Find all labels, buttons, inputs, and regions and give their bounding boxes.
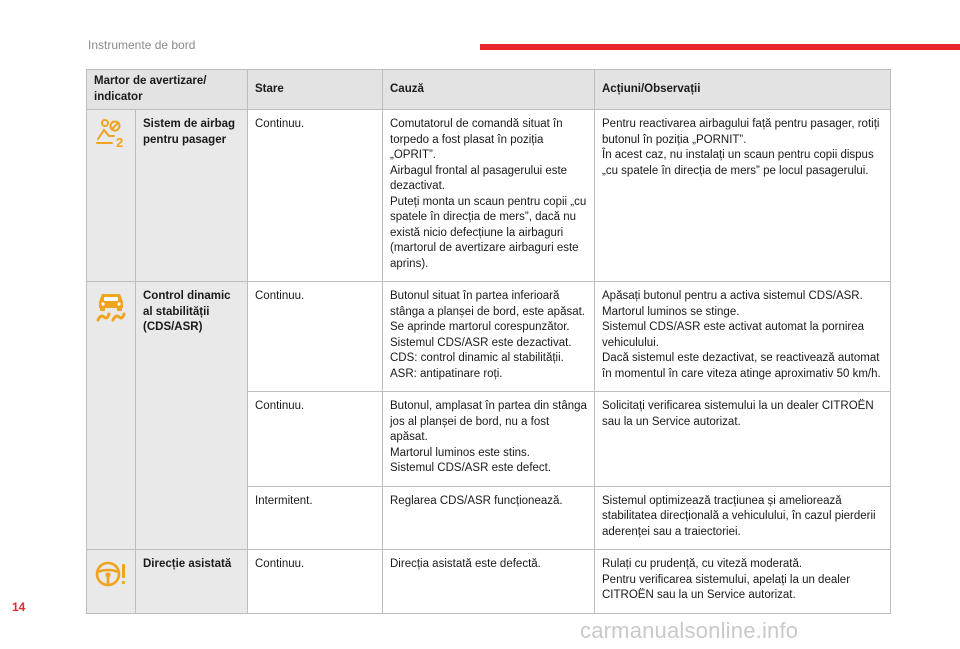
header-accent-bar — [480, 44, 960, 50]
action-cell — [595, 550, 891, 614]
table-row — [87, 550, 891, 614]
cause-line: Martorul luminos este stins. — [390, 446, 530, 459]
cause-line: Reglarea CDS/ASR funcționează. — [390, 494, 563, 507]
passenger-airbag-off-icon — [94, 117, 128, 151]
table-row — [87, 110, 891, 282]
cause-cell — [383, 282, 595, 392]
svg-text:2: 2 — [116, 135, 124, 150]
action-cell — [595, 282, 891, 392]
action-line: Pentru reactivarea airbagului față pentru pasager, rotiți butonul în poziția „PORNIT”. — [602, 118, 880, 146]
action-line: Martorul luminos se stinge. — [602, 305, 740, 318]
page-number: 14 — [12, 600, 26, 614]
indicator-name: Direcție asistată — [136, 550, 248, 614]
indicator-name: Control dinamic al stabilității (CDS/ASR) — [136, 282, 248, 550]
column-header-indicator: Martor de avertizare/ indicator — [87, 70, 248, 110]
state-cell: Intermitent. — [248, 486, 383, 550]
column-header-action: Acțiuni/Observații — [595, 70, 891, 110]
cause-line: Sistemul CDS/ASR este dezactivat. — [390, 336, 572, 349]
cause-line: Butonul situat în partea inferioară stânga a planșei de bord, este apăsat. Se aprinde martorul corespunzător. — [390, 290, 586, 333]
cause-line: CDS: control dinamic al stabilității. — [390, 352, 564, 364]
action-line: Dacă sistemul este dezactivat, se reactivează automat în momentul în care viteza atinge aproximativ 50 km/h. — [602, 352, 881, 380]
cause-cell — [383, 110, 595, 282]
action-line: În acest caz, nu instalați un scaun pentru copii dispus „cu spatele în direcția de mers” pe locul pasagerului. — [602, 149, 874, 177]
state-cell: Continuu. — [248, 282, 383, 392]
action-line: Sistemul CDS/ASR este activat automat la pornirea vehiculului. — [602, 321, 865, 349]
action-line: Sistemul optimizează tracțiunea și ameliorează stabilitatea direcțională a vehiculului, în cazul pierderii aderenței sau a traiectoriei. — [602, 494, 876, 538]
indicator-name: Sistem de airbag pentru pasager — [136, 110, 248, 282]
action-line: Apăsați butonul pentru a activa sistemul CDS/ASR. — [602, 290, 863, 302]
action-cell — [595, 392, 891, 487]
cause-line: Airbagul frontal al pasagerului este dezactivat. — [390, 164, 568, 192]
section-title: Instrumente de bord — [88, 38, 196, 52]
indicator-icon-cell — [87, 550, 136, 614]
column-header-cause: Cauză — [383, 70, 595, 110]
power-steering-fault-icon — [94, 557, 128, 591]
cause-line: Puteți monta un scaun pentru copii „cu spatele în direcția de mers”, dacă nu există nicio defecțiune la airbaguri (martorul de avertizare airbaguri este aprins). — [390, 195, 587, 270]
cause-line: Direcția asistată este defectă. — [390, 558, 541, 570]
cause-line: Comutatorul de comandă situat în torpedo a fost plasat în poziția „OPRIT”. — [390, 118, 563, 161]
state-cell: Continuu. — [248, 110, 383, 282]
action-line: Pentru verificarea sistemului, apelați la un dealer CITROËN sau la un Service autorizat. — [602, 573, 851, 601]
state-cell: Continuu. — [248, 392, 383, 487]
cause-cell — [383, 486, 595, 550]
indicator-icon-cell — [87, 282, 136, 550]
action-cell — [595, 110, 891, 282]
action-line: Rulați cu prudență, cu viteză moderată. — [602, 558, 803, 570]
cause-cell — [383, 392, 595, 487]
action-line: Solicitați verificarea sistemului la un dealer CITROËN sau la un Service autorizat. — [602, 400, 874, 428]
cause-line: Butonul, amplasat în partea din stânga jos al planșei de bord, nu a fost apăsat. — [390, 400, 587, 443]
action-cell — [595, 486, 891, 550]
cause-line: Sistemul CDS/ASR este defect. — [390, 462, 552, 474]
column-header-state: Stare — [248, 70, 383, 110]
table-header-row — [87, 70, 891, 110]
indicator-icon-cell — [87, 110, 136, 282]
watermark: carmanualsonline.info — [580, 618, 799, 643]
state-cell: Continuu. — [248, 550, 383, 614]
table-row — [87, 282, 891, 392]
stability-control-icon — [94, 289, 128, 323]
warning-lights-table — [86, 69, 891, 614]
cause-line: ASR: antipatinare roți. — [390, 367, 503, 380]
cause-cell — [383, 550, 595, 614]
